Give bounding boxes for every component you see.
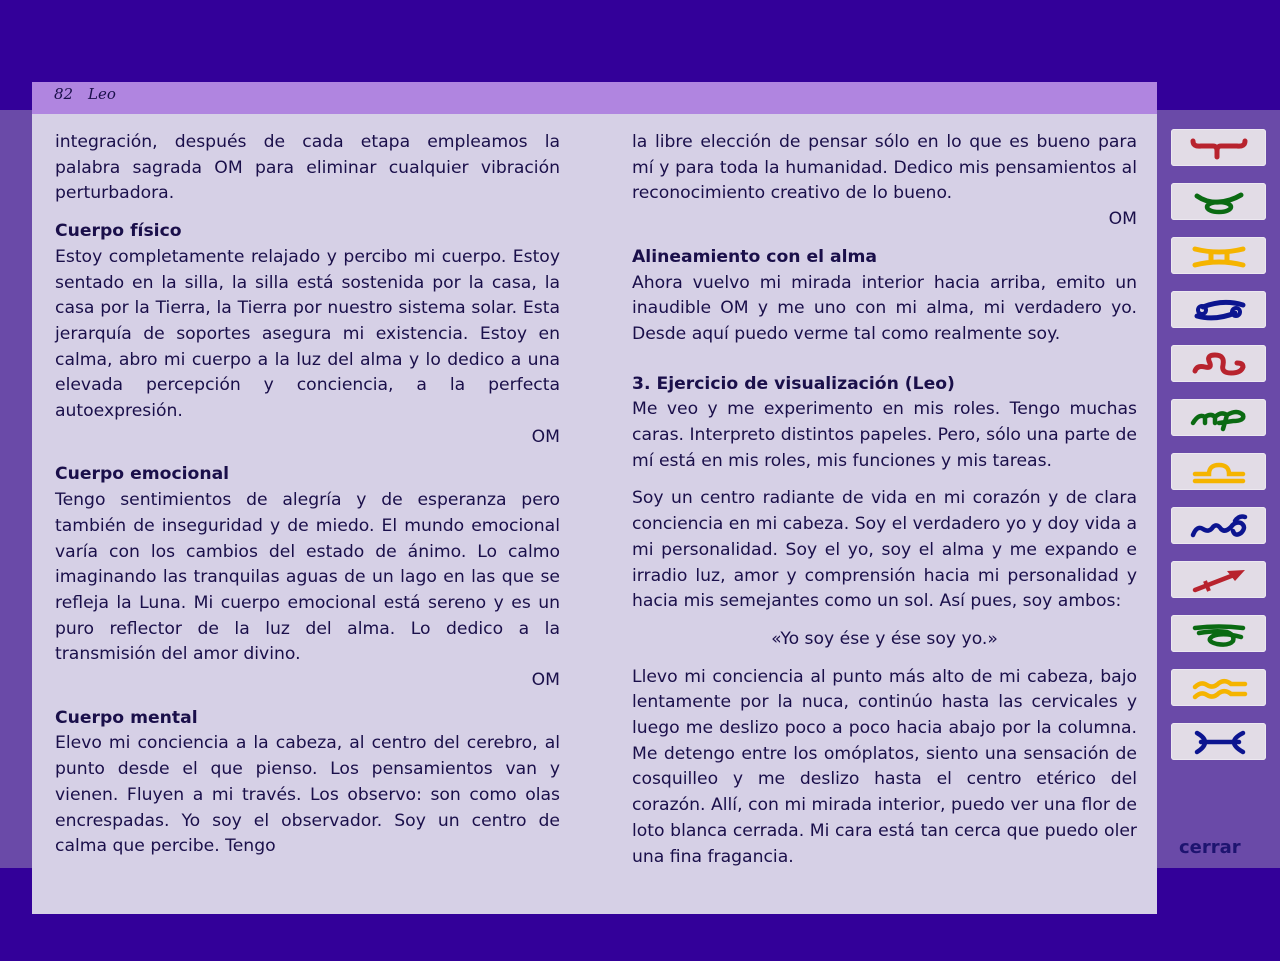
chapter-title: Leo	[88, 85, 116, 103]
cancer-icon	[1183, 295, 1255, 325]
section-text: Elevo mi conciencia a la cabeza, al centro del cerebro, al punto desde el que pienso. Los pensamientos van y vienen. Fluyen a mi través. Los observo: son como olas encrespadas. Yo soy el observador. Soy un centro de calma que percibe. Tengo	[55, 733, 560, 857]
intro-paragraph: integración, después de cada etapa empleamos la palabra sagrada OM para eliminar cualquier vibración perturbadora.	[55, 132, 560, 204]
zodiac-button-aries[interactable]	[1171, 129, 1266, 166]
aquarius-icon	[1183, 673, 1255, 703]
section-cuerpo-fisico	[55, 219, 560, 450]
scorpio-icon	[1183, 511, 1255, 541]
libra-icon	[1183, 457, 1255, 487]
capricorn-icon	[1183, 619, 1255, 649]
om-mark: OM	[531, 670, 560, 691]
section-cuerpo-emocional	[55, 462, 560, 693]
om-mark: OM	[531, 426, 560, 447]
zodiac-button-taurus[interactable]	[1171, 183, 1266, 220]
page-header	[32, 82, 1157, 114]
section-cuerpo-mental	[55, 706, 560, 860]
continuation-text: la libre elección de pensar sólo en lo que es bueno para mí y para toda la humanidad. Dedico mis pensamientos al reconocimiento creativo de lo bueno.	[632, 132, 1137, 204]
section-text: Tengo sentimientos de alegría y de esperanza pero también de inseguridad y de miedo. El mundo emocional varía con los cambios del estado de ánimo. Lo calmo imaginando las tranquilas aguas de un lago en las que se refleja la Luna. Mi cuerpo emocional está sereno y es un puro reflector de la luz del alma. Lo dedico a la transmisión del amor divino.	[55, 490, 560, 665]
exercise-paragraph: Soy un centro radiante de vida en mi corazón y de clara conciencia en mi cabeza. Soy el verdadero yo y doy vida a mi personalidad. Soy el yo, soy el alma y me expando e irradio luz, amor y comprensión hacia mi personalidad y hacia mis semejantes como un sol. Así pues, soy ambos:	[632, 488, 1137, 612]
zodiac-button-gemini[interactable]	[1171, 237, 1266, 274]
right-column	[632, 130, 1137, 882]
book-page	[32, 82, 1157, 914]
continuation-paragraph	[632, 130, 1137, 233]
leo-icon	[1183, 349, 1255, 379]
section-text: Ahora vuelvo mi mirada interior hacia arriba, emito un inaudible OM y me uno con mi alma, mi verdadero yo. Desde aquí puedo verme tal como realmente soy.	[632, 272, 1137, 344]
section-heading: Cuerpo mental	[55, 707, 198, 728]
section-heading: Alineamiento con el alma	[632, 246, 878, 267]
zodiac-button-cancer[interactable]	[1171, 291, 1266, 328]
zodiac-button-libra[interactable]	[1171, 453, 1266, 490]
sagittarius-icon	[1183, 565, 1255, 595]
left-column	[55, 130, 560, 872]
exercise-paragraph: Llevo mi conciencia al punto más alto de mi cabeza, bajo lentamente por la nuca, continúo hasta las cervicales y luego me deslizo poco a poco hacia abajo por la columna. Me detengo entre los omóplatos, siento una sensación de cosquilleo y me deslizo hasta el centro etérico del corazón. Allí, con mi mirada interior, puedo ver una flor de loto blanca cerrada. Mi cara está tan cerca que puedo oler una fina fragancia.	[632, 666, 1137, 867]
section-text: Me veo y me experimento en mis roles. Tengo muchas caras. Interpreto distintos papeles. Pero, sólo una parte de mí está en mis roles, mis funciones y mis tareas.	[632, 399, 1137, 471]
close-button[interactable]: cerrar	[1179, 837, 1241, 858]
section-heading: Cuerpo físico	[55, 221, 182, 242]
exercise-quote: «Yo soy ése y ése soy yo.»	[771, 628, 998, 649]
zodiac-button-leo[interactable]	[1171, 345, 1266, 382]
gemini-icon	[1183, 241, 1255, 271]
zodiac-button-capricorn[interactable]	[1171, 615, 1266, 652]
zodiac-button-sagittarius[interactable]	[1171, 561, 1266, 598]
page-number: 82	[54, 85, 74, 103]
section-ejercicio	[632, 372, 1137, 475]
section-alineamiento	[632, 245, 1137, 348]
section-heading: Cuerpo emocional	[55, 464, 230, 485]
section-heading: 3. Ejercicio de visualización (Leo)	[632, 373, 955, 394]
section-text: Estoy completamente relajado y percibo mi cuerpo. Estoy sentado en la silla, la silla está sostenida por la casa, la casa por la Tierra, la Tierra por nuestro sistema solar. Esta jerarquía de soportes asegura mi existencia. Estoy en calma, abro mi cuerpo a la luz del alma y lo dedico a una elevada percepción y conciencia, a la perfecta autoexpresión.	[55, 246, 560, 422]
taurus-icon	[1183, 187, 1255, 217]
pisces-icon	[1183, 727, 1255, 757]
virgo-icon	[1183, 403, 1255, 433]
zodiac-button-pisces[interactable]	[1171, 723, 1266, 760]
zodiac-button-aquarius[interactable]	[1171, 669, 1266, 706]
aries-icon	[1183, 133, 1255, 163]
zodiac-button-scorpio[interactable]	[1171, 507, 1266, 544]
zodiac-button-virgo[interactable]	[1171, 399, 1266, 436]
om-mark: OM	[1108, 209, 1137, 230]
